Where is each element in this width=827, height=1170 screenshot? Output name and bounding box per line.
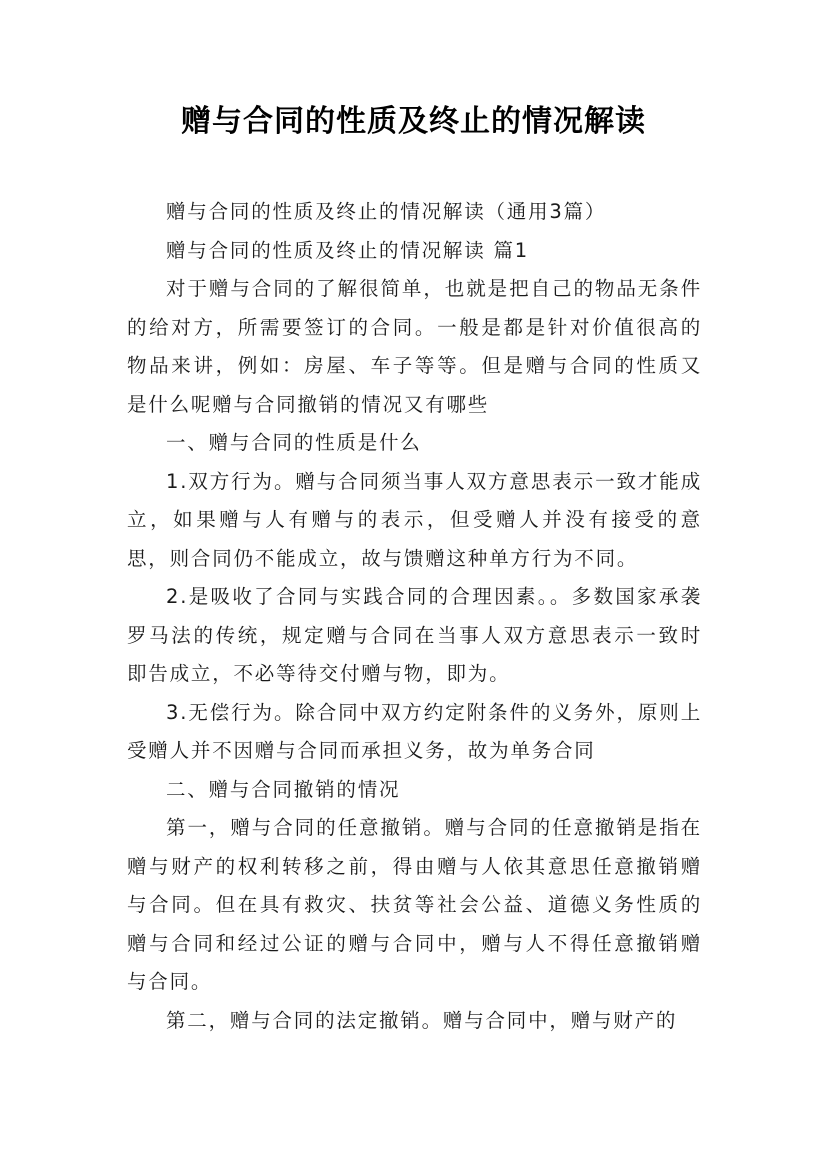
paragraph: 3.无偿行为。除合同中双方约定附条件的义务外，原则上受赠人并不因赠与合同而承担义务，故为单务合同 xyxy=(127,700,702,762)
paragraph: 对于赠与合同的了解很简单，也就是把自己的物品无条件的给对方，所需要签订的合同。一般是都是针对价值很高的物品来讲，例如：房屋、车子等等。但是赠与合同的性质又是什么呢赠与合同撤销的情况又有哪些 xyxy=(127,277,702,416)
paragraph: 1.双方行为。赠与合同须当事人双方意思表示一致才能成立，如果赠与人有赠与的表示，但受赠人并没有接受的意思，则合同仍不能成立，故与馈赠这种单方行为不同。 xyxy=(127,469,702,570)
document-title: 赠与合同的性质及终止的情况解读 xyxy=(181,104,646,139)
paragraph-subtitle: 赠与合同的性质及终止的情况解读（通用3篇） xyxy=(166,200,607,223)
paragraph-section-heading: 赠与合同的性质及终止的情况解读 篇1 xyxy=(166,238,530,262)
paragraph-heading: 一、赠与合同的性质是什么 xyxy=(166,431,422,454)
paragraph: 第二，赠与合同的法定撤销。赠与合同中，赠与财产的 xyxy=(166,1008,678,1032)
paragraph: 2.是吸收了合同与实践合同的合理因素。。多数国家承袭罗马法的传统，规定赠与合同在当事人双方意思表示一致时即告成立，不必等待交付赠与物，即为。 xyxy=(127,585,702,685)
document-body xyxy=(127,193,702,1040)
paragraph: 第一，赠与合同的任意撤销。赠与合同的任意撤销是指在赠与财产的权利转移之前，得由赠与人依其意思任意撤销赠与合同。但在具有救灾、扶贫等社会公益、道德义务性质的赠与合同和经过公证的赠与合同中，赠与人不得任意撤销赠与合同。 xyxy=(127,816,702,993)
paragraph-heading: 二、赠与合同撤销的情况 xyxy=(166,777,401,801)
